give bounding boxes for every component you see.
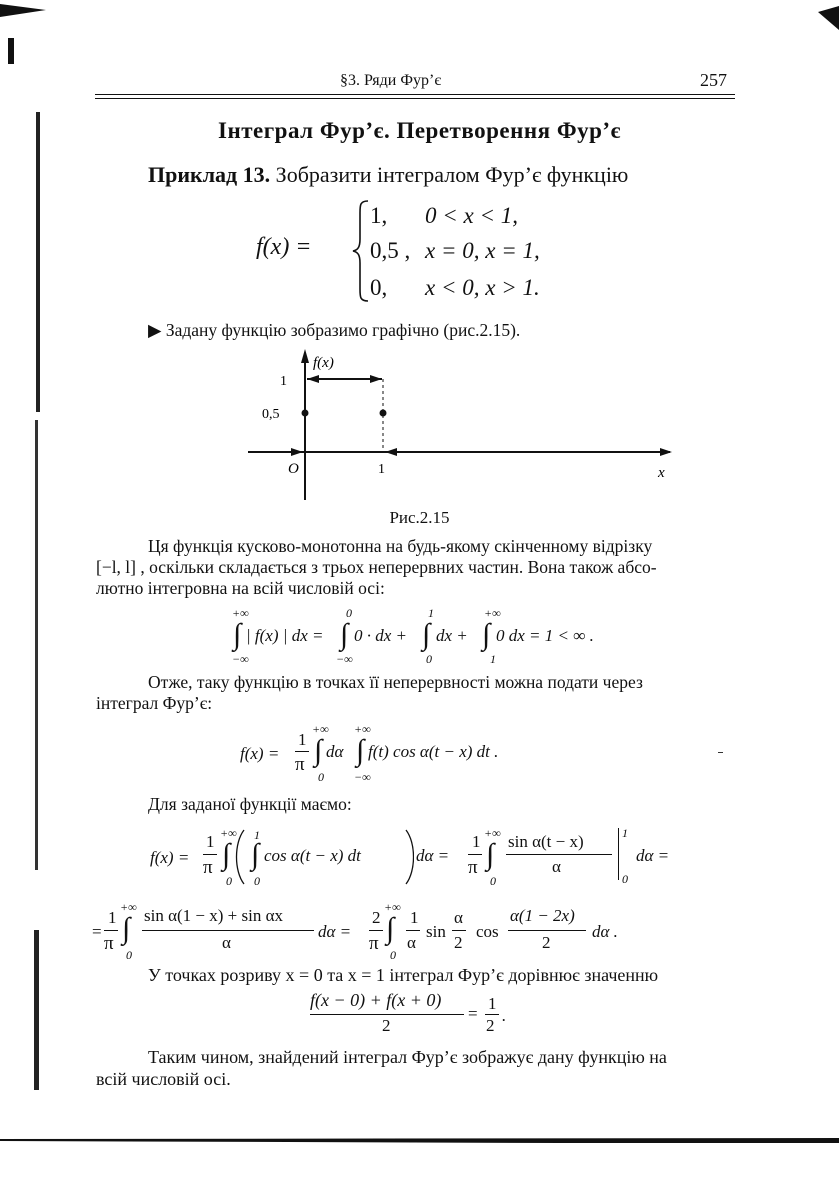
integral-sign: ∫ [386,912,395,945]
integral-sign: ∫ [251,838,260,871]
fraction-bar [452,930,466,931]
integral-sign: ∫ [422,618,431,651]
solution-intro: ▶ Задану функцію зобразимо графічно (рис.2.15). [148,320,521,340]
y-axis-arrow-icon [301,349,309,363]
right-zero-arrow-icon [385,448,397,456]
paragraph-line: Отже, таку функцію в точках її неперервності можна подати через [148,672,643,692]
case-condition: x < 0, x > 1. [425,275,540,300]
figure-caption: Рис.2.15 [389,508,450,527]
margin-streak [34,930,39,1090]
open-end-arrow-icon [370,375,382,383]
x-axis-label: x [658,465,665,481]
integral-sign: ∫ [356,734,365,767]
stray-mark [718,752,723,753]
x-axis-arrow-icon [660,448,672,456]
integral-sign: ∫ [122,912,131,945]
equation-result: = 1 π +∞ ∫ 0 sin α(1 − x) + sin αx α dα = 2 π +∞ ∫ 0 1 α sin α 2 cos α(1 − 2x) 2 dα . [92,900,618,962]
point-x0 [302,410,309,417]
fraction-bar [406,930,420,931]
paragraph-line: [−l, l] , оскільки складається з трьох неперервних частин. Вона також абсо- [96,557,657,577]
x-tick-1: 1 [378,462,385,477]
fraction-bar [369,930,383,931]
integral-sign: ∫ [222,838,231,871]
open-end-arrow-icon [307,375,319,383]
corner-mark-top-right [818,6,839,30]
piecewise-lhs: f(x) = [256,234,312,260]
case-condition: x = 0, x = 1, [425,238,540,263]
integral-sign: ∫ [340,618,349,651]
left-zero-arrow-icon [291,448,303,456]
paragraph-line: Для заданої функції маємо: [148,794,352,814]
y-tick-05: 0,5 [262,407,280,422]
page-number: 257 [700,70,727,90]
fraction-bar [468,854,482,855]
paragraph-line: Ця функція кусково-монотонна на будь-якому скінченному відрізку [148,536,653,556]
case-condition: 0 < x < 1, [425,203,518,228]
fraction-bar [485,1014,499,1015]
equation-computation: f(x) = 1 π +∞ ∫ 0 1 ∫ 0 cos α(t − x) dt dα = 1 π +∞ ∫ 0 sin α(t − x) α 1 0 dα = [150,826,670,888]
equation-fourier-integral: f(x) = 1 π +∞ ∫ 0 dα +∞ ∫ −∞ f(t) cos α(t − x) dt . [240,722,499,784]
paragraph-line: інтеграл Фур’є: [96,693,213,713]
running-header [95,72,735,94]
fraction-bar [310,1014,464,1015]
integral-sign: ∫ [233,618,242,651]
equation-jump-value: f(x − 0) + f(x + 0) 2 = 1 2 . [310,990,507,1035]
fraction-bar [142,930,314,931]
paragraph-line: всій числовій осі. [96,1069,231,1089]
case-value: 0,5 , [370,238,411,263]
example-statement [148,162,628,188]
origin-label: O [288,461,299,477]
section-title: §3. Ряди Фур’є [340,72,442,89]
header-rule [95,98,735,99]
fraction-bar [104,930,118,931]
paragraph-line: лютно інтегровна на всій числовій осі: [96,578,385,598]
integral-sign: ∫ [314,734,323,767]
binding-mark [8,38,14,64]
bottom-scan-edge [0,1137,839,1143]
corner-mark-top-left [0,4,46,17]
point-x1 [380,410,387,417]
fraction-bar [203,854,217,855]
case-value: 0, [370,275,388,300]
margin-streak [36,112,40,412]
fraction-bar [508,930,586,931]
y-axis-label: f(x) [313,355,334,371]
header-rule [95,94,735,95]
case-value: 1, [370,203,388,228]
margin-streak [35,420,38,870]
paragraph-line: У точках розриву x = 0 та x = 1 інтеграл Фур’є дорівнює значенню [148,965,659,985]
example-label: Приклад 13. [148,162,271,187]
fraction-bar [506,854,612,855]
y-tick-1: 1 [280,374,287,389]
fraction-bar [295,751,309,752]
curly-brace [352,199,372,303]
integral-sign: ∫ [486,838,495,871]
paragraph-line: Таким чином, знайдений інтеграл Фур’є зображує дану функцію на [148,1047,667,1067]
example-text: Зобразити інтегралом Фур’є функцію [275,162,629,187]
function-graph [240,345,690,505]
evaluation-bar [618,828,619,880]
integral-sign: ∫ [482,618,491,651]
equation-integrability: +∞ ∫ −∞ | f(x) | dx = 0 ∫ −∞ 0 · dx + 1 ∫ 0 dx + +∞ ∫ 1 0 dx = 1 < ∞ . [232,606,594,666]
page-title: Інтеграл Фур’є. Перетворення Фур’є [218,118,621,143]
